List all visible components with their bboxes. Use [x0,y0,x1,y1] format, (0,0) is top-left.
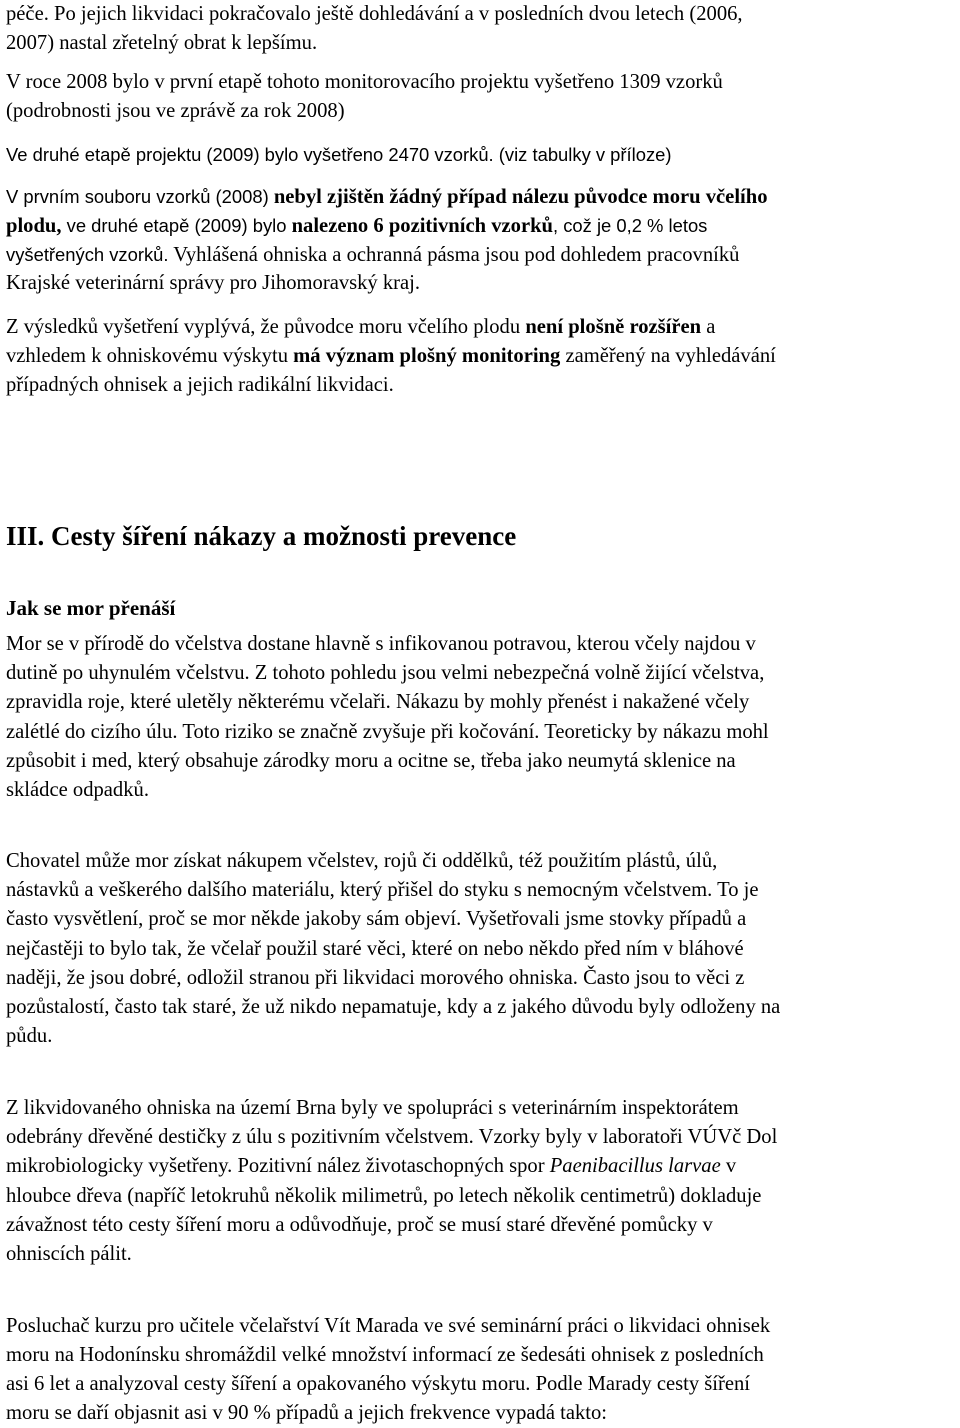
text-run: zaměřený na vyhledávání [560,345,776,367]
text-line: naději, že jsou dobré, odložil stranou při likvidaci morového ohniska. Často jsou to věci z [6,967,745,989]
text-run: , což je 0,2 % letos [553,215,708,236]
text-run: vzhledem k ohniskovému výskytu [6,345,294,367]
bold-text: nalezeno 6 pozitivních vzorků [291,215,554,237]
text-line: Mor se v přírodě do včelstva dostane hlavně s infikovanou potravou, kterou včely najdou v [6,633,756,655]
text-line: způsobit i med, který obsahuje zárodky moru a ocitne se, třeba jako neumytá sklenice na [6,750,736,772]
text-line [6,1152,736,1181]
section-heading: III. Cesty šíření nákazy a možnosti prevence [6,521,517,551]
text-run: mikrobiologicky vyšetřeny. Pozitivní nález životaschopných spor [6,1155,550,1177]
text-line: nejčastěji to bylo tak, že včelař použil staré věci, které on nebo někdo před ním v bláhové [6,938,744,960]
text-line: ohniscích pálit. [6,1243,132,1265]
text-line: odebrány dřevěné destičky z úlu s pozitivním včelstvem. Vzorky byly v laboratoři VÚVč Dol [6,1126,778,1148]
text-line: Krajské veterinární správy pro Jihomoravský kraj. [6,272,421,294]
text-run: V prvním souboru vzorků (2008) [6,186,274,207]
text-line: asi 6 let a analyzoval cesty šíření a opakovaného výskytu moru. Podle Marady cesty šíření [6,1373,751,1395]
text-line: moru na Hodonínsku shromáždil velké množství informací ze šedesáti ohnisek z posledních [6,1344,764,1366]
text-line: případných ohnisek a jejich radikální likvidaci. [6,374,394,396]
text-line: hloubce dřeva (napříč letokruhů několik milimetrů, po letech několik centimetrů) dokladuje [6,1185,762,1207]
italic-text: Paenibacillus larvae [549,1155,721,1177]
text-line: moru se daří objasnit asi v 90 % případů a jejich frekvence vypadá takto: [6,1402,608,1424]
text-run: a [701,316,716,338]
text-line: nástavků a veškerého dalšího materiálu, který přišel do styku s nemocným včelstvem. To je [6,879,759,901]
text-run: vyšetřených vzorků. [6,244,169,265]
text-line: Chovatel může mor získat nákupem včelstev, rojů či oddělků, též použitím plástů, úlů, [6,850,718,872]
text-line: půdu. [6,1025,53,1047]
text-run: Ve druhé etapě projektu (2009) bylo vyšetřeno 2470 vzorků. [6,144,494,165]
text-line: zpravidla roje, které uletěly některému včelaři. Nákazu by mohly přenést i nakažené včely [6,691,750,713]
text-line [6,140,672,169]
text-line: (podrobnosti jsou ve zprávě za rok 2008) [6,100,345,122]
text-line: péče. Po jejich likvidaci pokračovalo ještě dohledávání a v posledních dvou letech (2006, [6,3,743,25]
text-line: často vysvětlení, proč se mor někde jakoby sám objeví. Vyšetřovali jsme stovky případů a [6,908,747,930]
text-run: Z výsledků vyšetření vyplývá, že původce moru včelího plodu [6,316,526,338]
text-line: 2007) nastal zřetelný obrat k lepšímu. [6,32,318,54]
bold-text: plodu, [6,215,62,237]
text-run: (viz tabulky v příloze) [493,144,672,165]
text-line: Posluchač kurzu pro učitele včelařství Vít Marada ve své seminární práci o likvidaci ohnisek [6,1315,771,1337]
text-line [6,211,707,240]
text-line [6,240,739,269]
text-line: závažnost této cesty šíření moru a odůvodňuje, proč se musí staré dřevěné pomůcky v [6,1214,713,1236]
text-run: Vyhlášená ohniska a ochranná pásma jsou pod dohledem pracovníků [168,244,740,266]
subheading: Jak se mor přenáší [6,596,176,620]
bold-text: má význam plošný monitoring [293,345,561,367]
text-line: zalétlé do cizího úlu. Toto riziko se značně zvyšuje při kočování. Teoreticky by nákazu mohl [6,721,769,743]
text-run: ve druhé etapě (2009) bylo [61,215,292,236]
bold-text: nebyl zjištěn žádný případ nálezu původce moru včelího [273,186,768,208]
text-line: dutině po uhynulém včelstvu. Z tohoto pohledu jsou velmi nebezpečná volně žijící včelstva, [6,662,765,684]
text-line: V roce 2008 bylo v první etapě tohoto monitorovacího projektu vyšetřeno 1309 vzorků [6,71,723,93]
text-line: Z likvidovaného ohniska na území Brna byly ve spolupráci s veterinárním inspektorátem [6,1097,739,1119]
text-line [6,313,715,342]
text-line [6,182,768,211]
text-line: pozůstalostí, často tak staré, že už nikdo nepamatuje, kdy a z jakého důvodu byly odloženy na [6,996,781,1018]
text-line [6,342,776,371]
text-line: skládce odpadků. [6,779,149,801]
bold-text: není plošně rozšířen [525,316,702,338]
text-run: v [720,1155,737,1177]
